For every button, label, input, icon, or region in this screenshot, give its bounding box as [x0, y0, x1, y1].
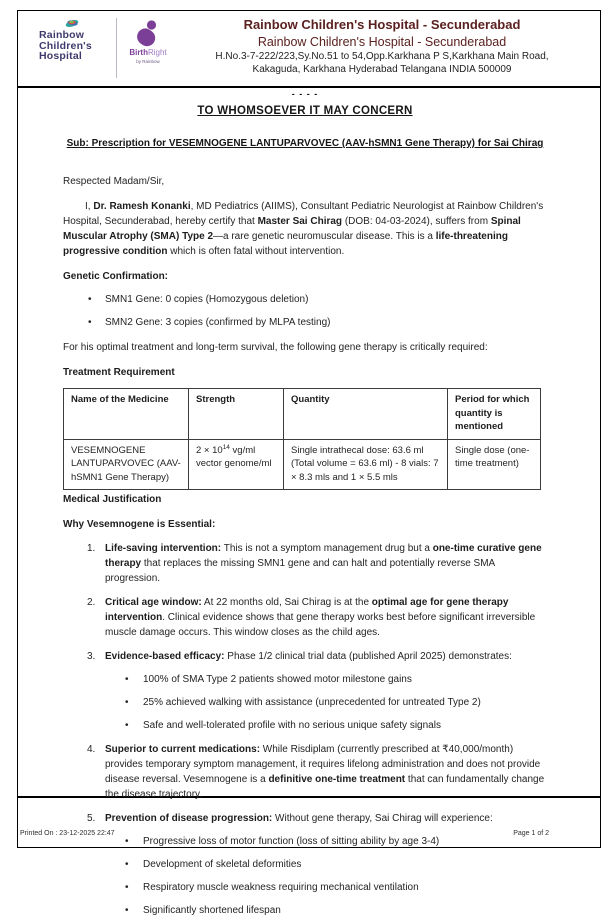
list-item: • Significantly shortened lifespan — [63, 903, 547, 918]
cell-period: Single dose (one-time treatment) — [448, 439, 541, 490]
hospital-address-line1: H.No.3-7-222/223,Sy.No.51 to 54,Opp.Karkhana P S,Karkhana Main Road, — [215, 51, 549, 62]
why-essential-heading: Why Vesemnogene is Essential: — [63, 519, 216, 530]
efficacy-sublist — [63, 672, 547, 733]
logo-text-line3: Hospital — [39, 50, 83, 62]
list-item: • Safe and well-tolerated profile with no serious unique safety signals — [63, 718, 547, 733]
item-text: Evidence-based efficacy: Phase 1/2 clinical trial data (published April 2025) demonstrates: — [105, 651, 512, 662]
item-text: Critical age window: At 22 months old, Sai Chirag is at the optimal age for gene therapy intervention. Clinical evidence shows that gene therapy works best before significant irreversible muscle damage occurs. This window closes as the child ages. — [105, 597, 536, 638]
hospital-address-line2: Kakaguda, Karkhana Hyderabad Telangana INDIA 500009 — [252, 63, 512, 75]
concern-title: TO WHOMSOEVER IT MAY CONCERN — [197, 105, 413, 117]
item-number: 2. — [87, 597, 96, 608]
requirement-line: For his optimal treatment and long-term survival, the following gene therapy is critically required: — [63, 342, 488, 353]
column-header-quantity: Quantity — [284, 389, 448, 440]
letterhead — [18, 11, 600, 88]
subject-line: Sub: Prescription for VESEMNOGENE LANTUPARVOVEC (AAV-hSMN1 Gene Therapy) for Sai Chirag — [66, 138, 544, 149]
genetic-confirmation-heading: Genetic Confirmation: — [63, 271, 169, 282]
birthright-baby-icon — [122, 19, 174, 49]
page-footer — [18, 798, 600, 844]
genetic-confirmation-list — [63, 292, 547, 330]
document-page — [17, 10, 601, 916]
hospital-title-secondary: Rainbow Children's Hospital - Secunderabad — [257, 35, 507, 49]
treatment-table — [63, 388, 541, 490]
column-header-medicine: Name of the Medicine — [64, 389, 189, 440]
list-item: • Development of skeletal deformities — [63, 857, 547, 872]
birthright-logo — [122, 16, 174, 64]
page-number: Page 1 of 2 — [513, 830, 549, 837]
cell-quantity: Single intrathecal dose: 63.6 ml (Total volume = 63.6 ml) - 8 vials: 7 × 8.3 mls and 1 × 5.5 mls — [284, 439, 448, 490]
justification-item-2 — [63, 595, 547, 640]
progression-sublist — [63, 834, 547, 918]
birthright-wordmark: BirthRight — [129, 48, 167, 57]
list-item: • Progressive loss of motor function (loss of sitting ability by age 3-4) — [63, 834, 547, 849]
item-number: 4. — [87, 744, 96, 755]
item-number: 5. — [87, 813, 96, 824]
item-text: Life-saving intervention: This is not a symptom management drug but a one-time curative gene therapy that replaces the missing SMN1 gene and can halt and potentially reverse SMA progression. — [105, 543, 542, 584]
item-number: 3. — [87, 651, 96, 662]
item-number: 1. — [87, 543, 96, 554]
letterhead-titles — [174, 16, 590, 76]
cell-medicine-name: VESEMNOGENE LANTUPARVOVEC (AAV-hSMN1 Gene Therapy) — [64, 439, 189, 490]
logo-text-line2: Children's — [39, 39, 92, 52]
hospital-address — [174, 51, 590, 76]
list-item: • SMN1 Gene: 0 copies (Homozygous deletion) — [63, 292, 547, 307]
table-header-row — [64, 389, 541, 440]
justification-item-3 — [63, 649, 547, 664]
table-row — [64, 439, 541, 490]
column-header-strength: Strength — [189, 389, 284, 440]
item-text: Superior to current medications: While Risdiplam (currently prescribed at ₹40,000/month) provides temporary symptom management, it requires lifelong administration and does not provide disease reversal. Vesemnogene is a definitive one-time treatment that can fundamentally change the disease trajectory. — [105, 744, 545, 800]
column-header-period: Period for which quantity is mentioned — [448, 389, 541, 440]
list-item: • Respiratory muscle weakness requiring mechanical ventilation — [63, 880, 547, 895]
separator-dashes: - - - - — [291, 89, 319, 99]
rainbow-hospital-logo — [30, 16, 114, 62]
logo-divider — [116, 18, 117, 78]
printed-on-timestamp: Printed On : 23-12-2025 22:47 — [20, 830, 115, 837]
logo-text-line1: Rainbow — [39, 29, 85, 41]
intro-paragraph: I, Dr. Ramesh Konanki, MD Pediatrics (AIIMS), Consultant Pediatric Neurologist at Rainbow Children's Hospital, Secunderabad, hereby certify that Master Sai Chirag (DOB: 04-03-2024), suffers from Spinal Muscular Atrophy (SMA) Type 2—a rare genetic neuromuscular disease. This is a life-threatening progressive condition which is often fatal without intervention. — [63, 201, 544, 257]
hospital-title-primary: Rainbow Children's Hospital - Secunderabad — [243, 17, 521, 32]
justification-item-1 — [63, 541, 547, 586]
justification-item-4 — [63, 742, 547, 802]
list-item: • 100% of SMA Type 2 patients showed motor milestone gains — [63, 672, 547, 687]
treatment-requirement-heading: Treatment Requirement — [63, 367, 175, 378]
cell-strength: $2 \times 10^{14}$ vg/ml vector genome/ml — [189, 439, 284, 490]
item-text: Prevention of disease progression: Without gene therapy, Sai Chirag will experience: — [105, 813, 493, 824]
medical-justification-heading: Medical Justification — [63, 494, 162, 505]
salutation: Respected Madam/Sir, — [63, 176, 165, 187]
list-item: • 25% achieved walking with assistance (unprecedented for untreated Type 2) — [63, 695, 547, 710]
list-item: • SMN2 Gene: 3 copies (confirmed by MLPA testing) — [63, 315, 547, 330]
birthright-byline: by Rainbow — [136, 58, 160, 64]
